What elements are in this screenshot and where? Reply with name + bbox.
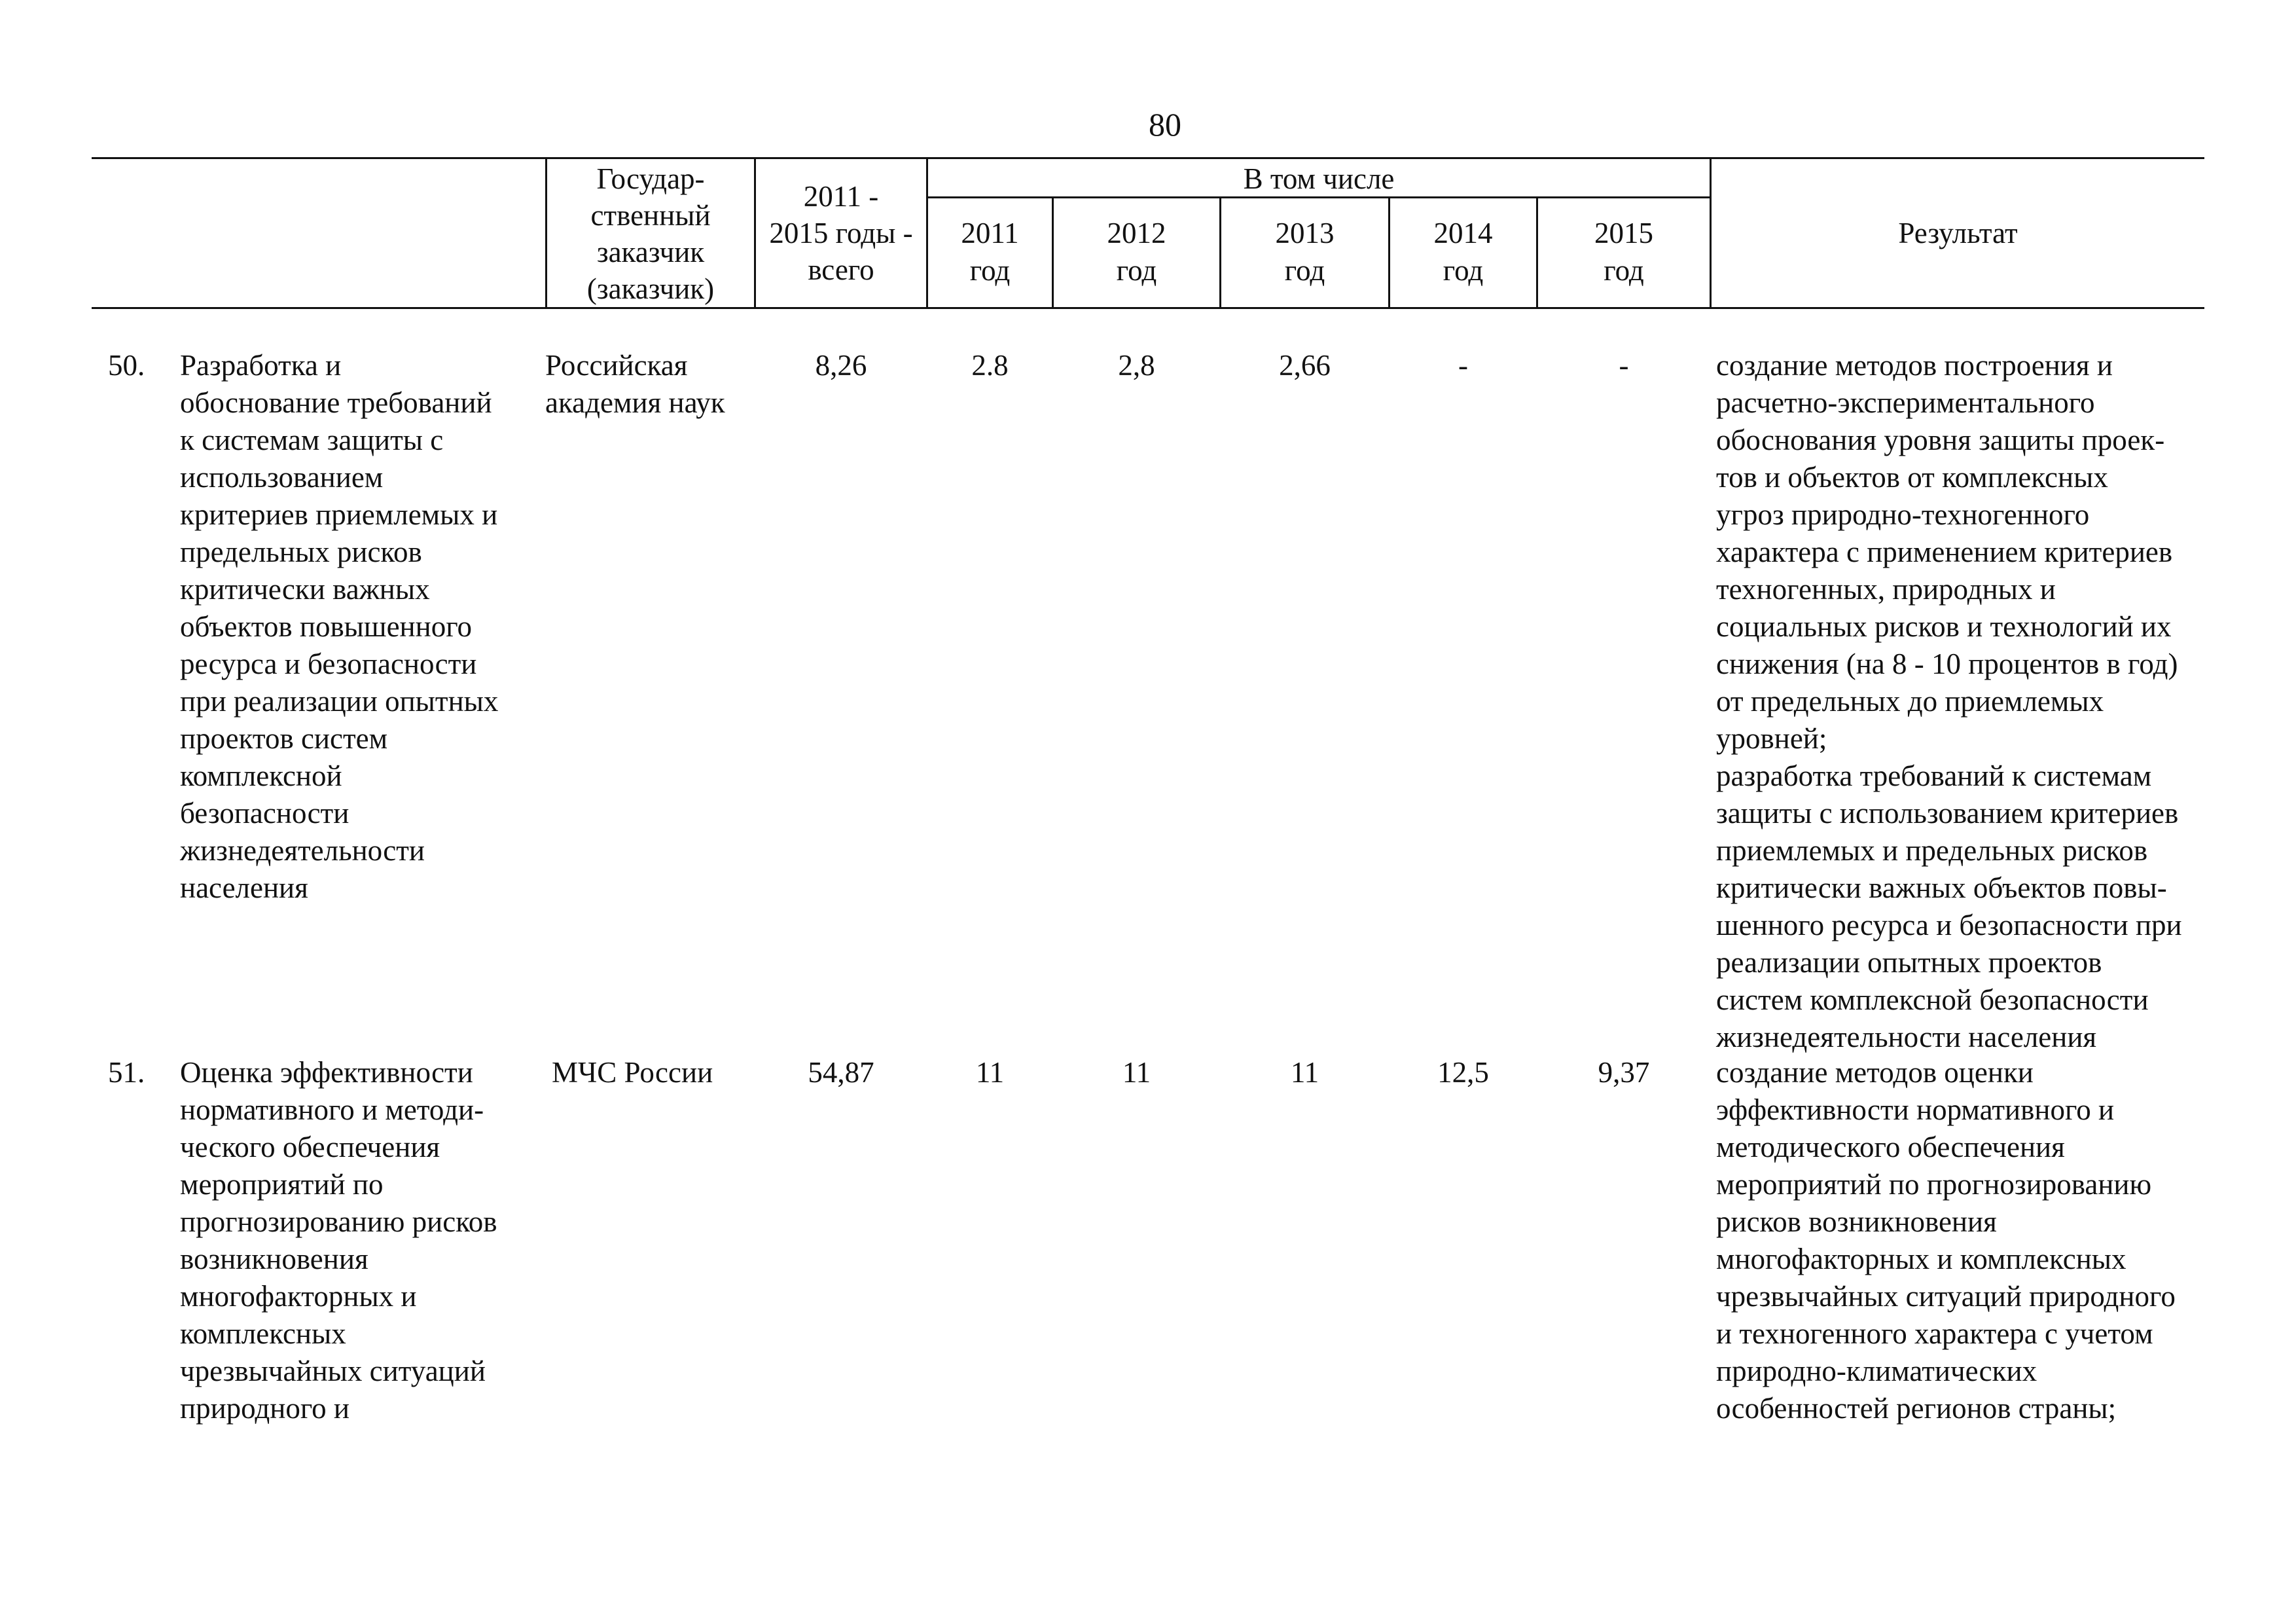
row-measure-name: Оценка эффективности нормативного и методи- ческого обеспечения мероприятий по прогнозированию рисков возникновения многофакторных и комплексных чрезвычайных ситуаций природного и xyxy=(180,1056,497,1425)
row-measure-name: Разработка и обоснование требований к системам защиты с использованием критериев приемлемых и предельных рисков критически важных объектов повышенного ресурса и безопасности при реализации опытных проектов систем комплексной безопасности жизнедеятельности населения xyxy=(180,349,499,904)
row-number: 50. xyxy=(108,349,145,382)
row-number: 51. xyxy=(108,1056,145,1089)
row-value-2014: 12,5 xyxy=(1437,1056,1489,1089)
header-year-2013: 2013 год xyxy=(1275,217,1335,287)
row-value-2012: 11 xyxy=(1122,1056,1151,1089)
row-customer: Российская академия наук xyxy=(545,349,725,419)
row-customer: МЧС России xyxy=(552,1056,713,1089)
row-value-2013: 11 xyxy=(1290,1056,1319,1089)
row-total: 54,87 xyxy=(808,1056,874,1089)
header-customer: Государ- ственный заказчик (заказчик) xyxy=(586,162,715,305)
row-result: создание методов оценки эффективности нормативного и методического обеспечения мероприятий по прогнозированию рисков возникновения многофакторных и комплексных чрезвычайных ситуаций природного и техногенного характера с учетом природно-климатических особенностей регионов страны; xyxy=(1716,1056,2176,1425)
header-year-2015: 2015 год xyxy=(1594,217,1653,287)
header-top-rule xyxy=(92,157,2204,159)
header-year-2011: 2011 год xyxy=(961,217,1019,287)
header-year-2012: 2012 год xyxy=(1107,217,1166,287)
header-result: Результат xyxy=(1898,217,2018,249)
row-value-2013: 2,66 xyxy=(1279,349,1331,382)
row-value-2011: 11 xyxy=(975,1056,1005,1089)
header-including: В том числе xyxy=(1243,162,1395,195)
header-bottom-rule xyxy=(92,307,2204,309)
row-total: 8,26 xyxy=(815,349,867,382)
row-value-2015: - xyxy=(1619,349,1629,382)
header-year-2014: 2014 год xyxy=(1433,217,1493,287)
row-result: создание методов построения и расчетно-экспериментального обоснования уровня защиты проек- тов и объектов от комплексных угроз природно-техногенного характера с применением критериев техногенных, природных и социальных рисков и технологий их снижения (на 8 - 10 процентов в год) от предельных до приемлемых уровней; разработка требований к системам защиты с использованием критериев приемлемых и предельных рисков критически важных объектов повы- шенного ресурса и безопасности при реализации опытных проектов систем комплексной безопасности жизнедеятельности населения xyxy=(1716,349,2182,1053)
header-total: 2011 - 2015 годы - всего xyxy=(769,180,913,286)
row-value-2014: - xyxy=(1458,349,1468,382)
row-value-2012: 2,8 xyxy=(1118,349,1155,382)
row-value-2015: 9,37 xyxy=(1598,1056,1650,1089)
row-value-2011: 2.8 xyxy=(971,349,1009,382)
page-number: 80 xyxy=(1149,106,1181,143)
